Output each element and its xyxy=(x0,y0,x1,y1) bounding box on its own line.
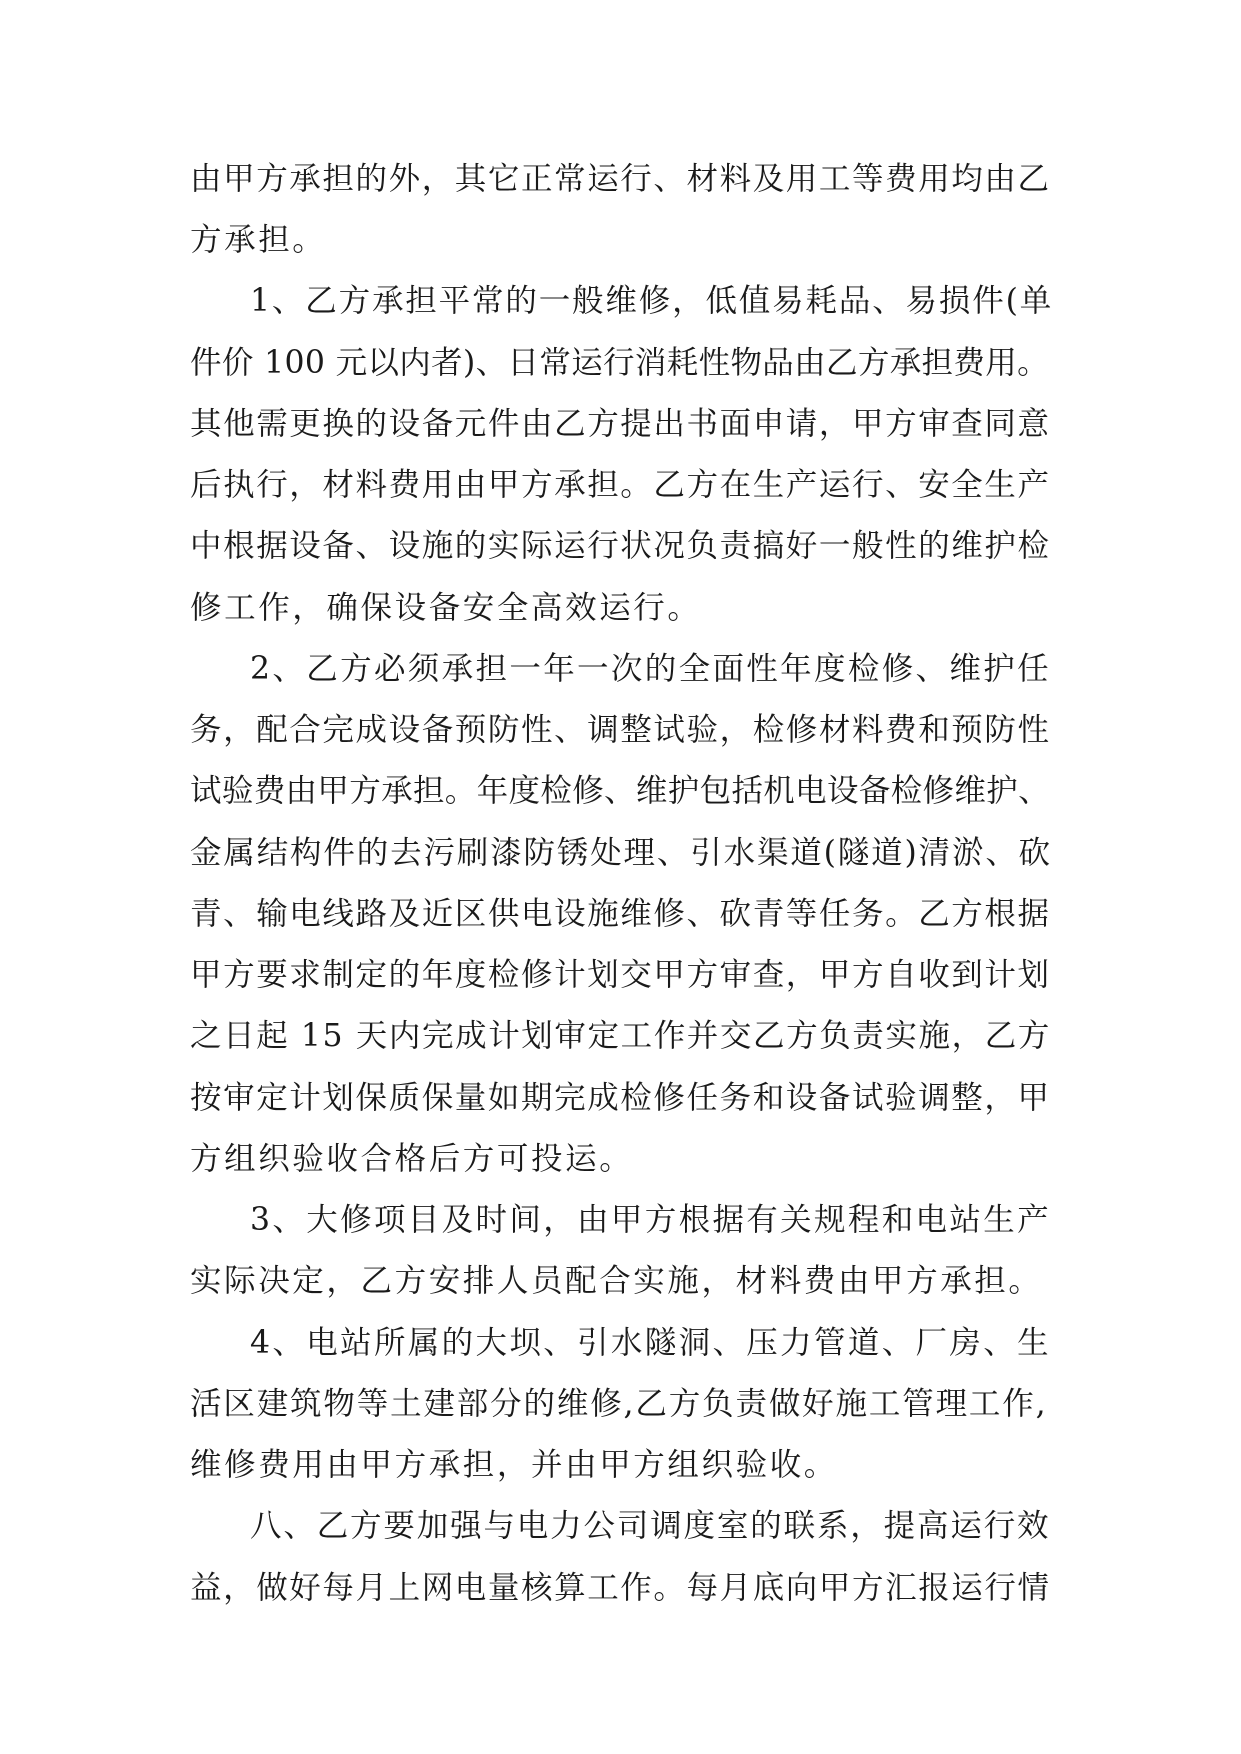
text-line: 之日起 15 天内完成计划审定工作并交乙方负责实施，乙方 xyxy=(190,1018,1051,1054)
text-line: 2、乙方必须承担一年一次的全面性年度检修、维护任 xyxy=(250,651,1051,687)
text-line: 方组织验收合格后方可投运。 xyxy=(190,1141,634,1177)
text-line: 维修费用由甲方承担，并由甲方组织验收。 xyxy=(190,1447,838,1483)
text-line: 金属结构件的去污刷漆防锈处理、引水渠道(隧道)清淤、砍 xyxy=(190,835,1053,871)
text-line: 益，做好每月上网电量核算工作。每月底向甲方汇报运行情 xyxy=(190,1570,1051,1606)
text-line: 实际决定，乙方安排人员配合实施，材料费由甲方承担。 xyxy=(190,1263,1043,1299)
text-line: 其他需更换的设备元件由乙方提出书面申请，甲方审查同意 xyxy=(190,406,1051,442)
text-line: 务，配合完成设备预防性、调整试验，检修材料费和预防性 xyxy=(190,712,1051,748)
text-line: 中根据设备、设施的实际运行状况负责搞好一般性的维护检 xyxy=(190,528,1051,564)
text-line: 方承担。 xyxy=(190,222,327,258)
text-line: 试验费由甲方承担。年度检修、维护包括机电设备检修维护、 xyxy=(190,773,1050,809)
text-line: 活区建筑物等土建部分的维修,乙方负责做好施工管理工作, xyxy=(190,1386,1048,1422)
text-line: 4、电站所属的大坝、引水隧洞、压力管道、厂房、生 xyxy=(250,1325,1051,1361)
text-line: 件价 100 元以内者)、日常运行消耗性物品由乙方承担费用。 xyxy=(190,345,1049,381)
text-line: 按审定计划保质保量如期完成检修任务和设备试验调整，甲 xyxy=(190,1080,1051,1116)
text-line: 修工作，确保设备安全高效运行。 xyxy=(190,590,702,626)
text-line: 甲方要求制定的年度检修计划交甲方审查，甲方自收到计划 xyxy=(190,957,1051,993)
text-line: 由甲方承担的外，其它正常运行、材料及用工等费用均由乙 xyxy=(190,161,1051,197)
text-line: 八、乙方要加强与电力公司调度室的联系，提高运行效 xyxy=(250,1508,1051,1544)
text-line: 1、乙方承担平常的一般维修，低值易耗品、易损件(单 xyxy=(250,283,1054,319)
text-line: 青、输电线路及近区供电设施维修、砍青等任务。乙方根据 xyxy=(190,896,1051,932)
text-line: 后执行，材料费用由甲方承担。乙方在生产运行、安全生产 xyxy=(190,467,1051,503)
text-line: 3、大修项目及时间，由甲方根据有关规程和电站生产 xyxy=(250,1202,1051,1238)
